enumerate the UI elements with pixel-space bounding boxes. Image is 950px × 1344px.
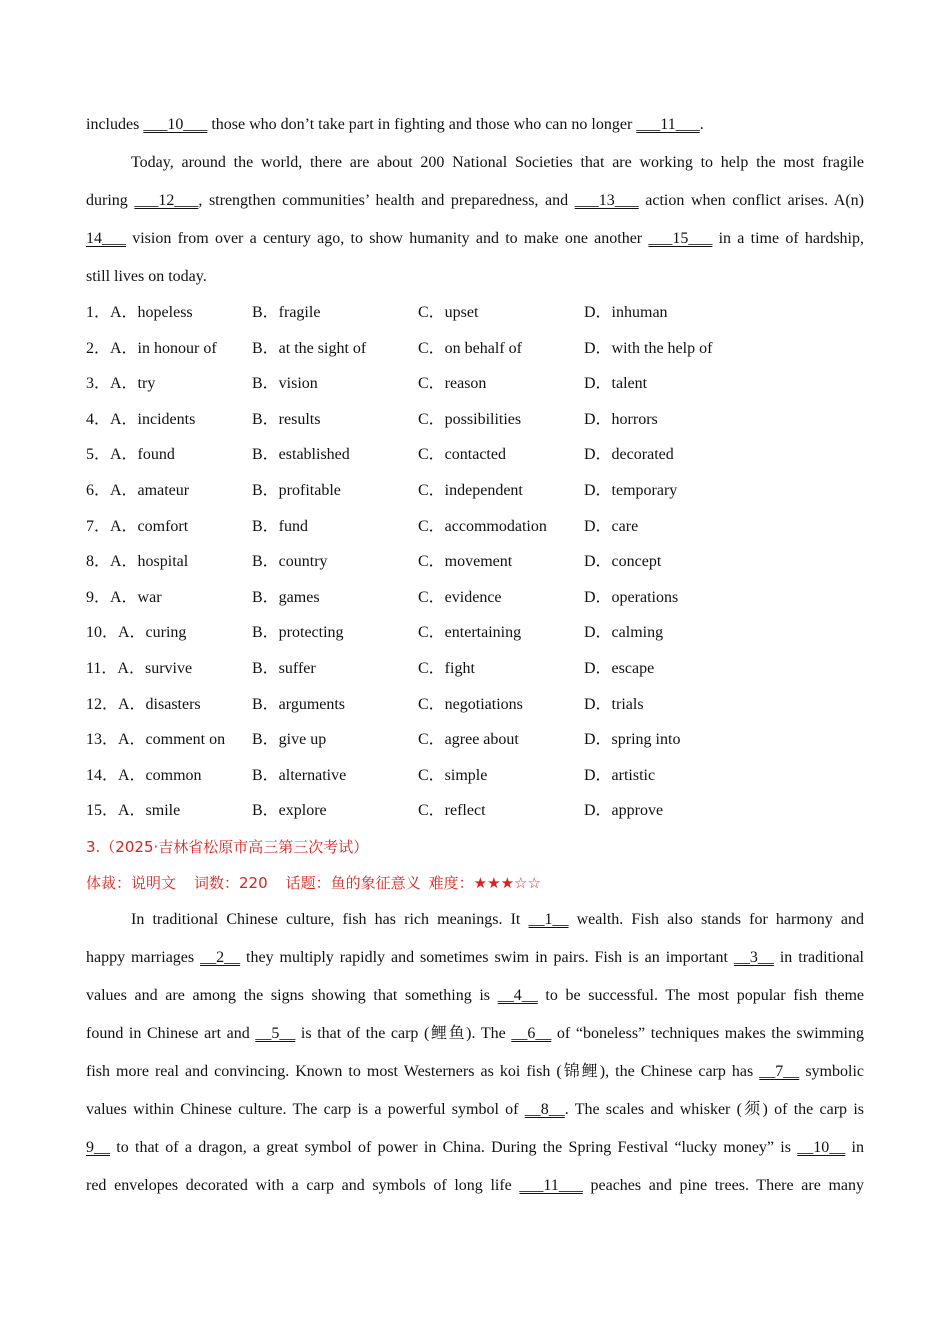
option-b: B．fund xyxy=(252,517,309,535)
option-d: D．artistic xyxy=(584,766,656,784)
passage-line xyxy=(86,901,864,939)
option-d: D．operations xyxy=(584,588,679,606)
option-c: C．evidence xyxy=(418,588,502,606)
blank-11: ___11___ xyxy=(636,116,700,133)
text: those who don’t take part in fighting and those who can no longer xyxy=(207,116,637,133)
blank-12: ___12___ xyxy=(134,192,199,209)
option-b: B．alternative xyxy=(252,766,347,784)
passage-line xyxy=(86,182,864,220)
option-d: D．concept xyxy=(584,553,662,571)
option-a: 2．A．in honour of xyxy=(86,339,217,357)
option-row xyxy=(86,580,864,616)
option-d: D．temporary xyxy=(584,481,678,499)
text: In traditional Chinese culture, fish has rich meanings. It xyxy=(131,910,529,928)
blank-5: __5__ xyxy=(255,1024,296,1042)
option-row xyxy=(86,651,864,687)
option-c: C．reason xyxy=(418,375,487,393)
option-c: C．reflect xyxy=(418,802,486,820)
option-a: 15．A．smile xyxy=(86,802,181,820)
text: Today, around the world, there are about 200 National Societies that are working to help the most fragile xyxy=(131,154,864,171)
option-row xyxy=(86,473,864,509)
text: of “boneless” techniques makes the swimming xyxy=(551,1024,864,1042)
option-c: C．fight xyxy=(418,659,475,677)
option-d: D．approve xyxy=(584,802,664,820)
text: vision from over a century ago, to show humanity and to make one another xyxy=(126,230,649,247)
option-b: B．protecting xyxy=(252,624,344,642)
option-b: B．arguments xyxy=(252,695,346,713)
option-c: C．upset xyxy=(418,304,479,321)
text: includes xyxy=(86,116,144,133)
option-row xyxy=(86,793,864,829)
meta-difficulty: 难度：★★★☆☆ xyxy=(428,873,541,892)
passage-line xyxy=(86,258,864,296)
section-heading: 3.（2025·吉林省松原市高三第三次考试） xyxy=(86,837,369,856)
option-b: B．vision xyxy=(252,375,318,393)
blank-15: ___15___ xyxy=(648,230,713,247)
option-b: B．suffer xyxy=(252,659,316,677)
option-b: B．games xyxy=(252,588,320,606)
blank-13: ___13___ xyxy=(574,192,639,209)
option-b: B．fragile xyxy=(252,304,321,321)
meta-genre: 体裁：说明文 xyxy=(86,873,177,892)
option-c: C．movement xyxy=(418,553,513,571)
text: during xyxy=(86,192,135,209)
option-c: C．entertaining xyxy=(418,624,522,642)
section-meta xyxy=(86,865,864,901)
text: . xyxy=(699,116,704,133)
text: they multiply rapidly and sometimes swim in pairs. Fish is an important xyxy=(240,948,734,966)
text: to that of a dragon, a great symbol of power in China. During the Spring Festival “lucky money” is xyxy=(110,1138,798,1156)
blank-3: __3__ xyxy=(733,948,774,966)
option-a: 3．A．try xyxy=(86,375,156,393)
blank-10: ___10___ xyxy=(143,116,208,133)
option-b: B．established xyxy=(252,446,350,464)
option-c: C．contacted xyxy=(418,446,506,464)
option-d: D．care xyxy=(584,517,639,535)
blank-10: __10__ xyxy=(797,1138,846,1156)
blank-14: 14___ xyxy=(86,230,126,247)
option-b: B．results xyxy=(252,410,321,428)
option-d: D．with the help of xyxy=(584,339,713,357)
text: to be successful. The most popular fish theme xyxy=(537,986,864,1004)
passage-line xyxy=(86,1091,864,1129)
option-d: D．calming xyxy=(584,624,664,642)
option-b: B．explore xyxy=(252,802,327,820)
option-a: 11．A．survive xyxy=(86,659,193,677)
option-a: 6．A．amateur xyxy=(86,481,190,499)
text: red envelopes decorated with a carp and symbols of long life xyxy=(86,1176,520,1194)
text: found in Chinese art and xyxy=(86,1024,256,1042)
text: fish more real and convincing. Known to most Westerners as koi fish (锦鲤), the Chinese carp has xyxy=(86,1062,760,1080)
option-a: 10．A．curing xyxy=(86,624,187,642)
option-c: C．simple xyxy=(418,766,488,784)
passage-line xyxy=(86,977,864,1015)
blank-11: ___11___ xyxy=(519,1176,583,1194)
option-a: 5．A．found xyxy=(86,446,175,464)
option-row xyxy=(86,509,864,545)
option-a: 12．A．disasters xyxy=(86,695,201,713)
option-row xyxy=(86,295,864,331)
text: values and are among the signs showing that something is xyxy=(86,986,498,1004)
text: in a time of hardship, xyxy=(712,230,864,247)
blank-1: __1__ xyxy=(528,910,569,928)
text: , strengthen communities’ health and preparedness, and xyxy=(198,192,575,209)
blank-6: __6__ xyxy=(511,1024,552,1042)
blank-9: 9__ xyxy=(86,1138,110,1156)
option-d: D．talent xyxy=(584,375,648,393)
passage-line xyxy=(86,1167,864,1205)
option-a: 14．A．common xyxy=(86,766,202,784)
option-row xyxy=(86,687,864,723)
option-a: 7．A．comfort xyxy=(86,517,189,535)
passage-line xyxy=(86,1129,864,1167)
options-list xyxy=(86,295,864,829)
text: happy marriages xyxy=(86,948,201,966)
option-d: D．inhuman xyxy=(584,304,668,321)
option-d: D．decorated xyxy=(584,446,674,464)
passage-line xyxy=(86,1053,864,1091)
option-d: D．horrors xyxy=(584,410,658,428)
option-row xyxy=(86,331,864,367)
option-a: 8．A．hospital xyxy=(86,553,189,571)
text: still lives on today. xyxy=(86,268,207,285)
blank-4: __4__ xyxy=(497,986,538,1004)
text: is that of the carp (鲤鱼). The xyxy=(295,1024,512,1042)
option-row xyxy=(86,402,864,438)
text: . The scales and whisker (须) of the carp is xyxy=(564,1100,864,1118)
option-b: B．at the sight of xyxy=(252,339,367,357)
option-c: C．negotiations xyxy=(418,695,523,713)
blank-7: __7__ xyxy=(759,1062,800,1080)
passage-line xyxy=(86,939,864,977)
option-row xyxy=(86,437,864,473)
option-row xyxy=(86,615,864,651)
meta-words: 词数：220 xyxy=(194,873,268,892)
option-c: C．agree about xyxy=(418,731,519,749)
option-a: 9．A．war xyxy=(86,588,162,606)
passage-line xyxy=(86,220,864,258)
option-b: B．profitable xyxy=(252,481,341,499)
passage-2 xyxy=(86,901,864,1205)
text: wealth. Fish also stands for harmony and xyxy=(568,910,864,928)
option-d: D．spring into xyxy=(584,731,681,749)
option-row xyxy=(86,366,864,402)
text: symbolic xyxy=(799,1062,864,1080)
passage-line xyxy=(86,1015,864,1053)
text: action when conflict arises. A(n) xyxy=(638,192,864,209)
option-a: 1．A．hopeless xyxy=(86,304,193,321)
option-row xyxy=(86,758,864,794)
blank-8: __8__ xyxy=(524,1100,565,1118)
option-d: D．trials xyxy=(584,695,644,713)
blank-2: __2__ xyxy=(200,948,241,966)
meta-topic: 话题：鱼的象征意义 xyxy=(285,873,421,892)
option-c: C．possibilities xyxy=(418,410,522,428)
text: peaches and pine trees. There are many xyxy=(582,1176,864,1194)
text: in xyxy=(845,1138,864,1156)
document-page xyxy=(86,106,864,1205)
text: values within Chinese culture. The carp is a powerful symbol of xyxy=(86,1100,525,1118)
option-b: B．country xyxy=(252,553,328,571)
option-b: B．give up xyxy=(252,731,327,749)
option-a: 13．A．comment on xyxy=(86,731,226,749)
option-c: C．accommodation xyxy=(418,517,547,535)
option-row xyxy=(86,722,864,758)
passage-line xyxy=(86,144,864,182)
passage-line xyxy=(86,106,864,144)
option-a: 4．A．incidents xyxy=(86,410,196,428)
option-d: D．escape xyxy=(584,659,655,677)
option-row xyxy=(86,544,864,580)
option-c: C．on behalf of xyxy=(418,339,522,357)
text: in traditional xyxy=(773,948,864,966)
option-c: C．independent xyxy=(418,481,523,499)
